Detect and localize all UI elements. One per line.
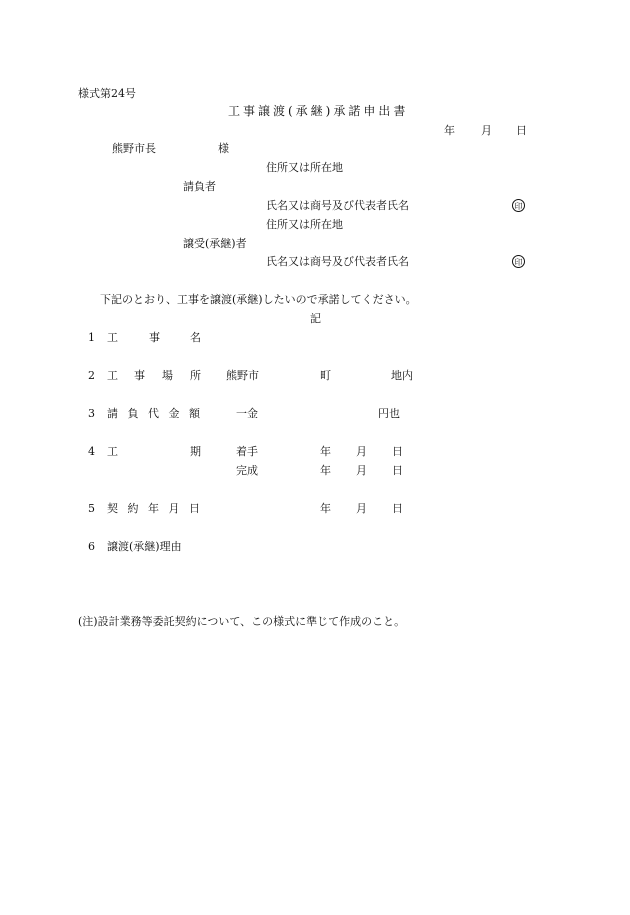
date-month-label: 月 bbox=[481, 124, 492, 137]
item-5-year: 年 bbox=[320, 502, 331, 515]
form-number: 様式第24号 bbox=[78, 87, 136, 100]
item-4-end-day: 日 bbox=[392, 464, 403, 477]
document-title: 工事譲渡(承継)承諾申出書 bbox=[228, 104, 409, 118]
item-2-area: 地内 bbox=[391, 369, 413, 382]
item-4-start-day: 日 bbox=[392, 445, 403, 458]
item-2-number: 2 bbox=[88, 369, 95, 382]
transferee-role: 譲受(承継)者 bbox=[183, 237, 247, 250]
item-6-label: 譲渡(承継)理由 bbox=[107, 540, 182, 553]
item-4-number: 4 bbox=[88, 445, 95, 458]
date-year-label: 年 bbox=[444, 124, 455, 137]
item-5-number: 5 bbox=[88, 502, 95, 515]
item-2-label-char: 場 bbox=[162, 369, 173, 382]
contractor-role: 請負者 bbox=[183, 180, 216, 193]
item-4-end-year: 年 bbox=[320, 464, 331, 477]
addressee-honorific: 様 bbox=[218, 142, 229, 155]
item-2-label-char: 事 bbox=[134, 369, 145, 382]
item-2-label-char: 所 bbox=[190, 369, 201, 382]
addressee-name: 熊野市長 bbox=[112, 142, 156, 155]
transferee-address-label: 住所又は所在地 bbox=[266, 218, 343, 231]
contractor-name-label: 氏名又は商号及び代表者氏名 bbox=[266, 199, 409, 212]
item-1-number: 1 bbox=[88, 331, 95, 344]
item-3-prefix: 一金 bbox=[236, 407, 258, 420]
item-4-start-label: 着手 bbox=[236, 445, 258, 458]
item-1-label-char: 名 bbox=[190, 331, 201, 344]
transferee-name-label: 氏名又は商号及び代表者氏名 bbox=[266, 255, 409, 268]
request-text: 下記のとおり、工事を譲渡(承継)したいので承諾してください。 bbox=[100, 293, 417, 306]
item-2-label-char: 工 bbox=[107, 369, 118, 382]
item-5-label: 契約年月日 bbox=[107, 502, 210, 515]
item-4-start-month: 月 bbox=[356, 445, 367, 458]
item-1-label-char: 工 bbox=[107, 331, 118, 344]
contractor-seal-mark: 印 bbox=[512, 199, 525, 212]
item-4-label-char: 工 bbox=[107, 445, 118, 458]
ki-heading: 記 bbox=[310, 312, 321, 325]
item-6-number: 6 bbox=[88, 540, 95, 553]
date-day-label: 日 bbox=[516, 124, 527, 137]
item-3-label: 請負代金額 bbox=[107, 407, 210, 420]
item-1-label-char: 事 bbox=[149, 331, 160, 344]
item-3-suffix: 円也 bbox=[378, 407, 400, 420]
item-4-start-year: 年 bbox=[320, 445, 331, 458]
footnote: (注)設計業務等委託契約について、この様式に準じて作成のこと。 bbox=[78, 615, 406, 628]
item-3-number: 3 bbox=[88, 407, 95, 420]
item-2-city: 熊野市 bbox=[226, 369, 259, 382]
item-2-town: 町 bbox=[320, 369, 331, 382]
item-4-end-label: 完成 bbox=[236, 464, 258, 477]
item-4-label-char: 期 bbox=[190, 445, 201, 458]
item-5-month: 月 bbox=[356, 502, 367, 515]
item-5-day: 日 bbox=[392, 502, 403, 515]
contractor-address-label: 住所又は所在地 bbox=[266, 161, 343, 174]
item-4-end-month: 月 bbox=[356, 464, 367, 477]
transferee-seal-mark: 印 bbox=[512, 255, 525, 268]
